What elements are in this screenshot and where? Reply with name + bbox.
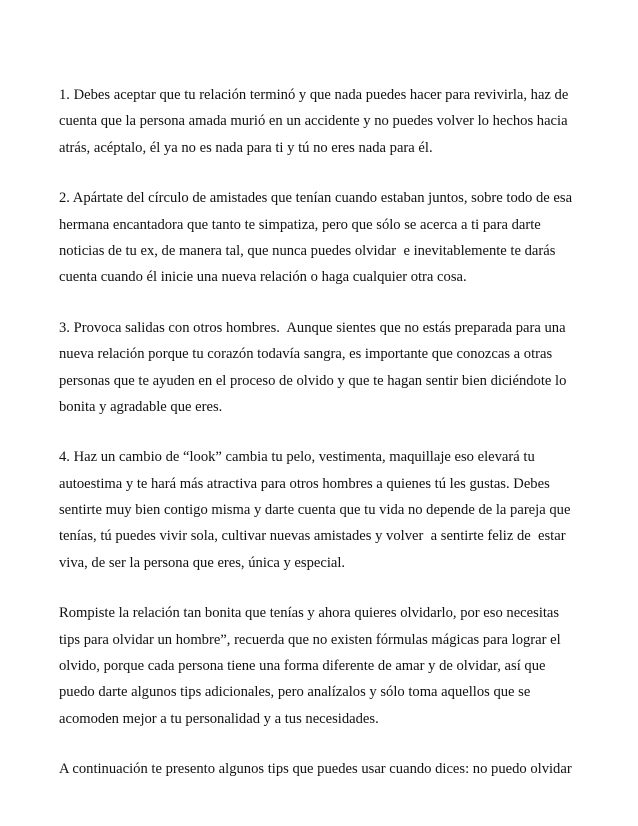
text-line: 1. Debes aceptar que tu relación terminó y que nada puedes hacer para revivirla, haz de [59, 87, 569, 103]
text-line: cuenta cuando él inicie una nueva relación o haga cualquier otra cosa. [59, 269, 467, 286]
text-line: 3. Provoca salidas con otros hombres. Aunque sientes que no estás preparada para una [59, 319, 566, 336]
text-line: sentirte muy bien contigo misma y darte cuenta que tu vida no depende de la pareja que [59, 502, 571, 519]
text-line: puedo darte algunos tips adicionales, pero analízalos y sólo toma aquellos que se [59, 684, 531, 701]
paragraph-step-2 [59, 185, 579, 291]
text-line: tenías, tú puedes vivir sola, cultivar nuevas amistades y volver a sentirte feliz de estar [59, 528, 566, 545]
text-line: acomoden mejor a tu personalidad y a tus necesidades. [59, 710, 379, 727]
text-line: bonita y agradable que eres. [59, 398, 223, 415]
text-line: olvido, porque cada persona tiene una forma diferente de amar y de olvidar, así que [59, 658, 546, 675]
paragraph-step-4 [59, 444, 579, 576]
text-line: tips para olvidar un hombre”, recuerda que no existen fórmulas mágicas para lograr el [59, 631, 561, 648]
text-line: autoestima y te hará más atractiva para otros hombres a quienes tú les gustas. Debes [59, 475, 550, 492]
text-line: noticias de tu ex, de manera tal, que nunca puedes olvidar e inevitablemente te darás [59, 242, 556, 259]
text-line: personas que te ayuden en el proceso de olvido y que te hagan sentir bien diciéndote lo [59, 372, 567, 389]
text-line: 4. Haz un cambio de “look” cambia tu pelo, vestimenta, maquillaje eso elevará tu [59, 449, 535, 466]
paragraph-step-1 [59, 82, 579, 161]
text-line: viva, de ser la persona que eres, única y especial. [59, 554, 346, 571]
text-line: nueva relación porque tu corazón todavía sangra, es importante que conozcas a otras [59, 346, 553, 363]
text-line: hermana encantadora que tanto te simpatiza, pero que sólo se acerca a ti para darte [59, 216, 541, 233]
paragraph-step-3 [59, 315, 579, 421]
text-line: 2. Apártate del círculo de amistades que tenían cuando estaban juntos, sobre todo de esa [59, 190, 573, 207]
text-line: A continuación te presento algunos tips que puedes usar cuando dices: no puedo olvidar [59, 761, 572, 778]
text-line: atrás, acéptalo, él ya no es nada para ti y tú no eres nada para él. [59, 139, 433, 156]
document-page [59, 82, 579, 807]
paragraph-conclusion [59, 600, 579, 732]
text-line: cuenta que la persona amada murió en un accidente y no puedes volver lo hechos hacia [59, 113, 568, 130]
text-line: Rompiste la relación tan bonita que tenías y ahora quieres olvidarlo, por eso necesitas [59, 605, 560, 622]
paragraph-continuation [59, 756, 579, 782]
